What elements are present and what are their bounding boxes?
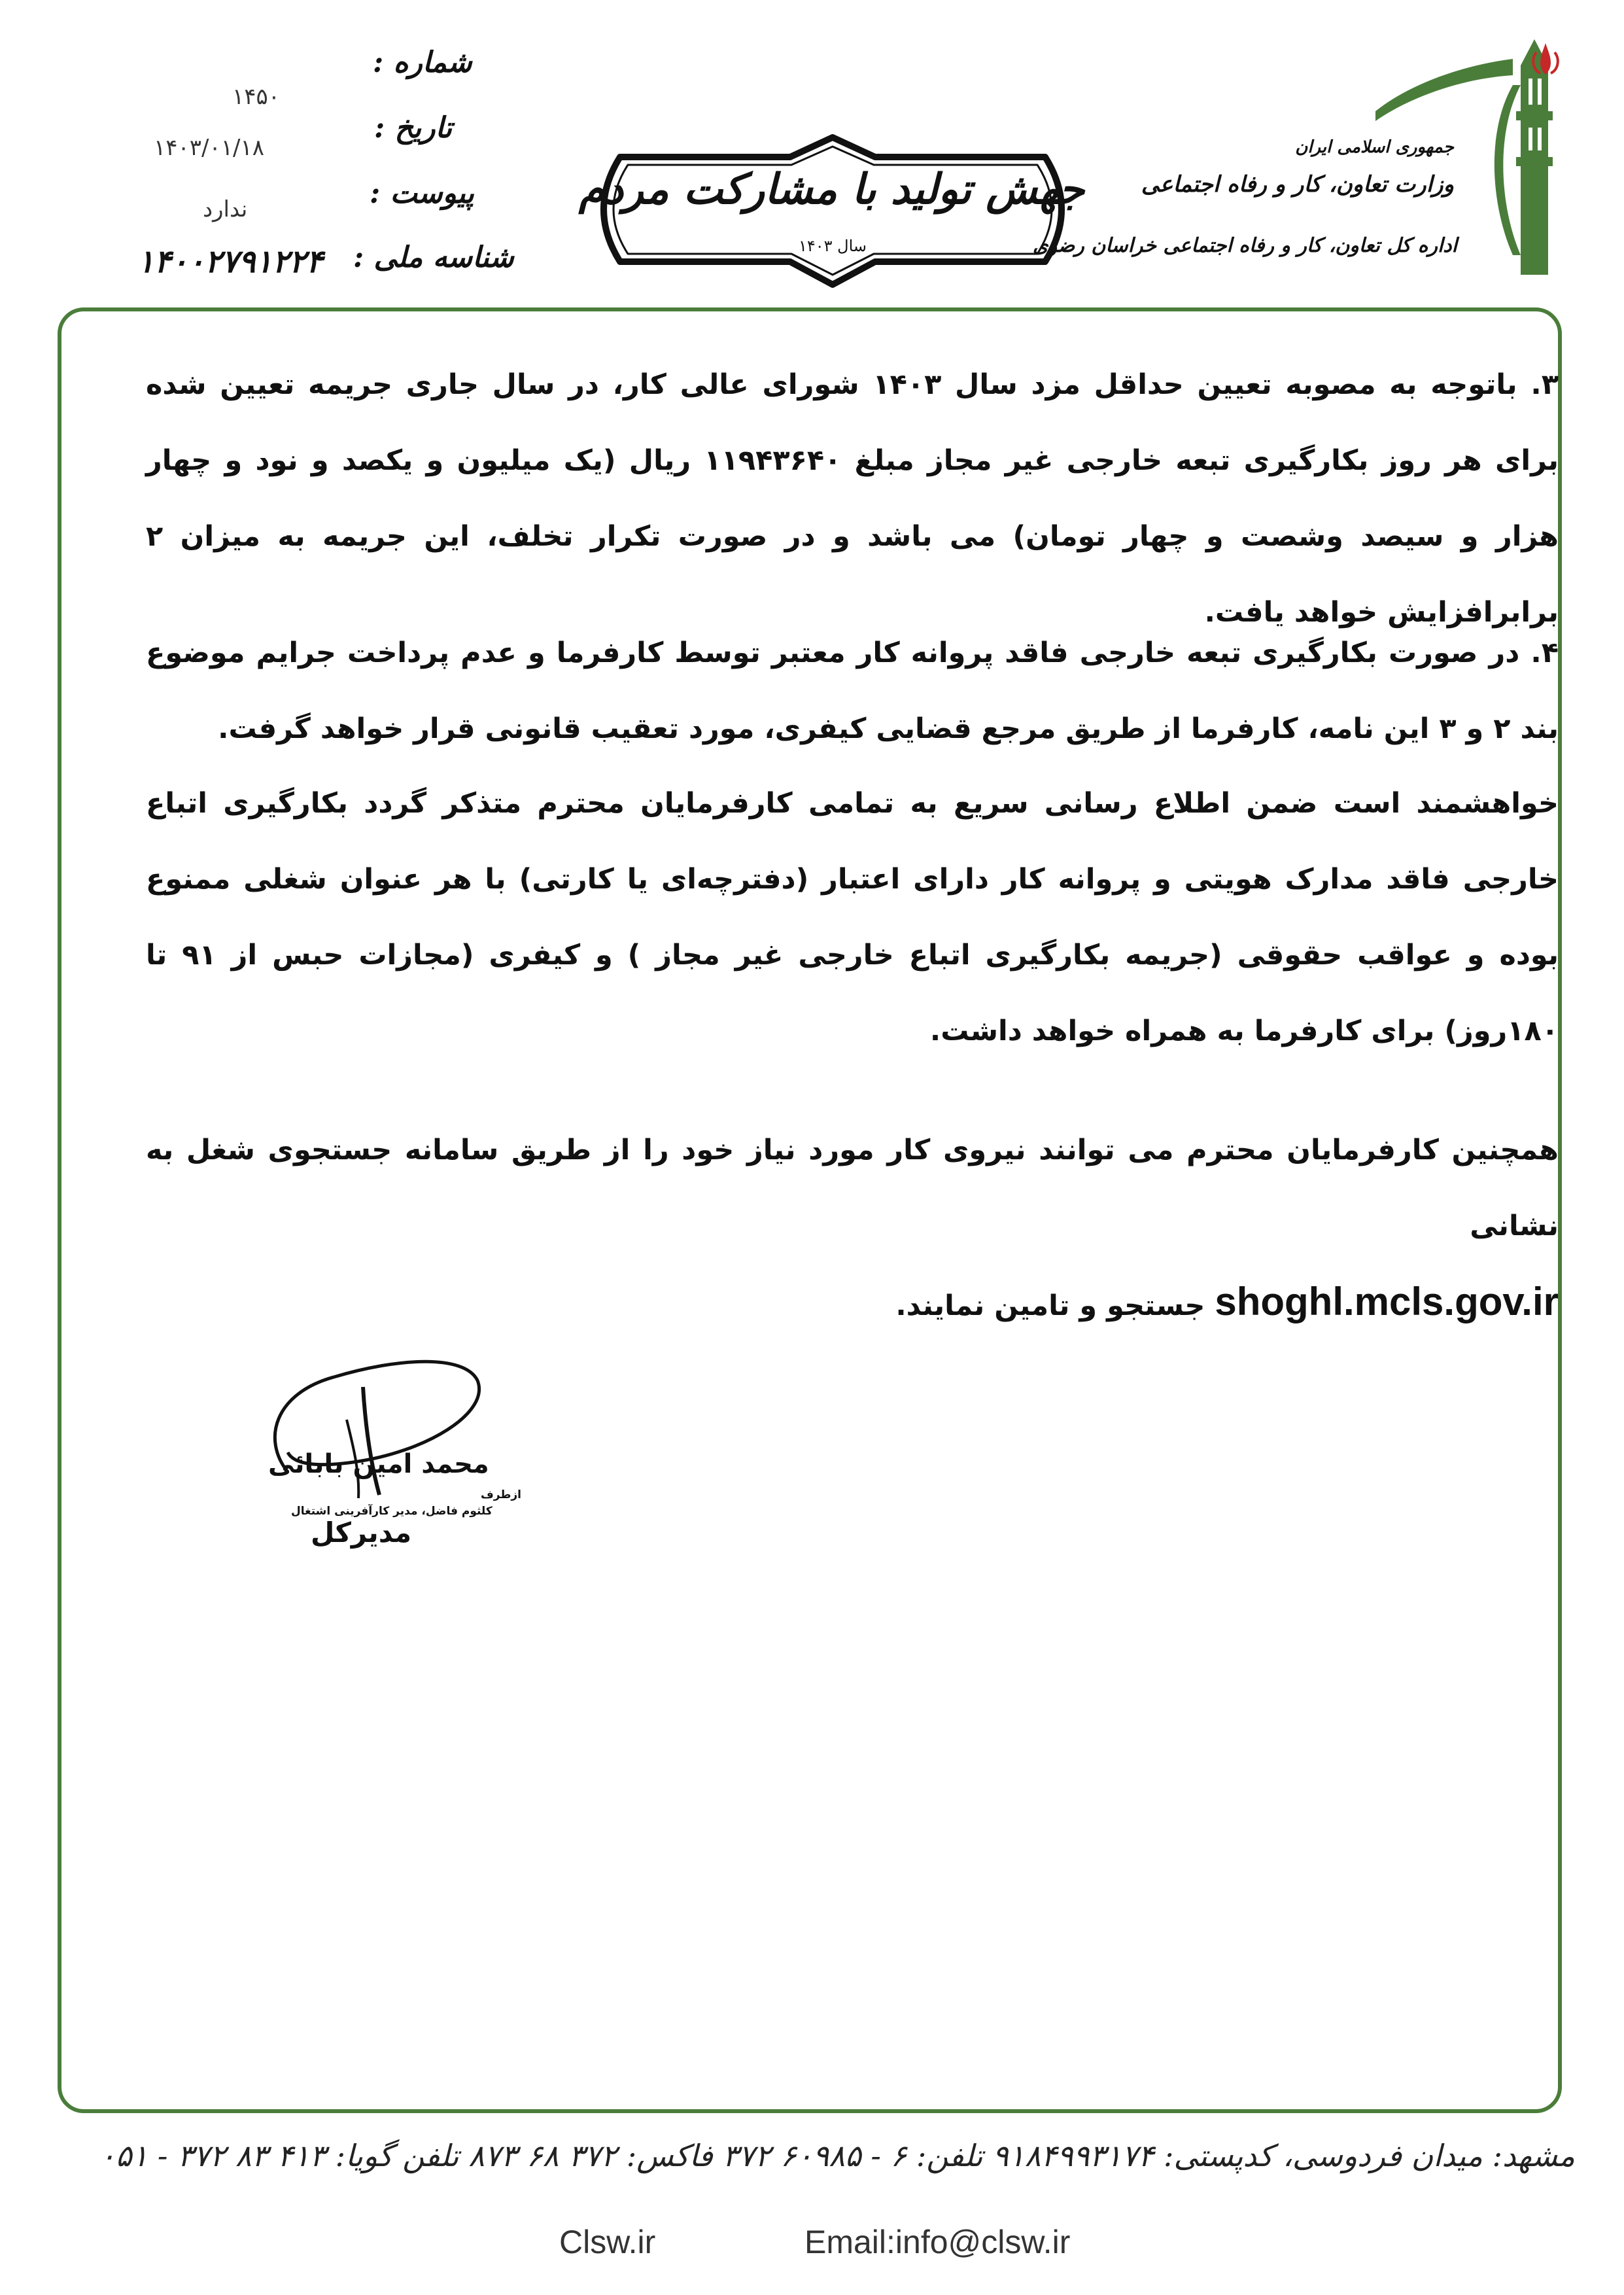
paragraph-2: ۴. در صورت بکارگیری تبعه خارجی فاقد پروانه کار معتبر توسط کارفرما و عدم پرداخت جرایم موضوع بند ۲ و ۳ این نامه، کارفرما از طریق مرجع قضایی کیفری، مورد تعقیب قانونی قرار خواهد گرفت.	[146, 637, 1559, 745]
attachment-label: پیوست :	[370, 177, 474, 210]
national-id-value: ۱۴۰۰۲۷۹۱۲۲۴	[137, 243, 323, 280]
paragraph-4-end: جستجو و تامین نمایند.	[895, 1289, 1205, 1322]
date-label: تاریخ :	[374, 111, 453, 145]
paragraph-4	[146, 1112, 1559, 1344]
number-label: شماره :	[373, 46, 472, 79]
website-link[interactable]: shoghl.mcls.gov.ir	[1215, 1280, 1559, 1323]
signer-name: محمد امین بابائی	[268, 1449, 489, 1479]
footer-address: مشهد: میدان فردوسی، کدپستی: ۹۱۸۴۹۹۳۱۷۴ تلفن: ۶ - ۶۰۹۸۵ ۳۷۲ فاکس: ۳۷۲ ۶۸ ۸۷۳ تلفن گویا: ۴۱۳ ۸۳ ۳۷۲ - ۰۵۱	[99, 2138, 1575, 2173]
signature-block	[249, 1341, 521, 1557]
paragraph-3: خواهشمند است ضمن اطلاع رسانی سریع به تمامی کارفرمایان محترم متذکر گردد بکارگیری اتباع خارجی فاقد مدارک هویتی و پروانه کار دارای اعتبار (دفترچه‌ای یا کارتی) با هر عنوان شغلی ممنوع بوده و عواقب حقوقی (جریمه بکارگیری اتباع خارجی غیر مجاز ) و کیفری (مجازات حبس از ۹۱ تا ۱۸۰روز) برای کارفرما به همراه خواهد داشت.	[146, 787, 1559, 1047]
org-line-2: وزارت تعاون، کار و رفاه اجتماعی	[1141, 171, 1454, 198]
on-behalf-label: ازطرف	[481, 1488, 521, 1501]
org-line-1: جمهوری اسلامی ایران	[1295, 137, 1454, 157]
footer-website[interactable]: Clsw.ir	[559, 2224, 656, 2260]
behalf-of-text: کلثوم فاضل، مدیر کارآفرینی اشتغال	[291, 1505, 492, 1518]
org-line-3: اداره کل تعاون، کار و رفاه اجتماعی خراسان رضوی	[1032, 234, 1457, 257]
iran-emblem-icon	[1526, 39, 1565, 79]
slogan-cartouche	[578, 131, 1084, 291]
number-value: ۱۴۵۰	[232, 84, 281, 110]
paragraph-1: ۳. باتوجه به مصوبه تعیین حداقل مزد سال ۱۴۰۳ شورای عالی کار، در سال جاری جریمه تعیین شده برای هر روز بکارگیری تبعه خارجی غیر مجاز مبلغ ۱۱۹۴۳۶۴۰ ریال (یک میلیون و یکصد و نود و چهار هزار و سیصد وشصت و چهار تومان) می باشد و در صورت تکرار تخلف، این جریمه به میزان ۲ برابرافزایش خواهد یافت.	[146, 368, 1559, 629]
attachment-value: ندارد	[203, 196, 248, 222]
slogan-text: جهش تولید با مشارکت مردم	[578, 165, 1084, 214]
slogan-year: سال ۱۴۰۳	[798, 237, 867, 255]
signer-title: مدیرکل	[311, 1516, 412, 1549]
date-value: ۱۴۰۳/۰۱/۱۸	[154, 135, 265, 161]
national-id-label: شناسه ملی :	[353, 241, 514, 274]
footer-email[interactable]: Email:info@clsw.ir	[804, 2224, 1071, 2260]
paragraph-4-text: همچنین کارفرمایان محترم می توانند نیروی کار مورد نیاز خود را از طریق سامانه جستجوی شغل به نشانی	[146, 1134, 1559, 1242]
ministry-logo	[1032, 39, 1565, 281]
